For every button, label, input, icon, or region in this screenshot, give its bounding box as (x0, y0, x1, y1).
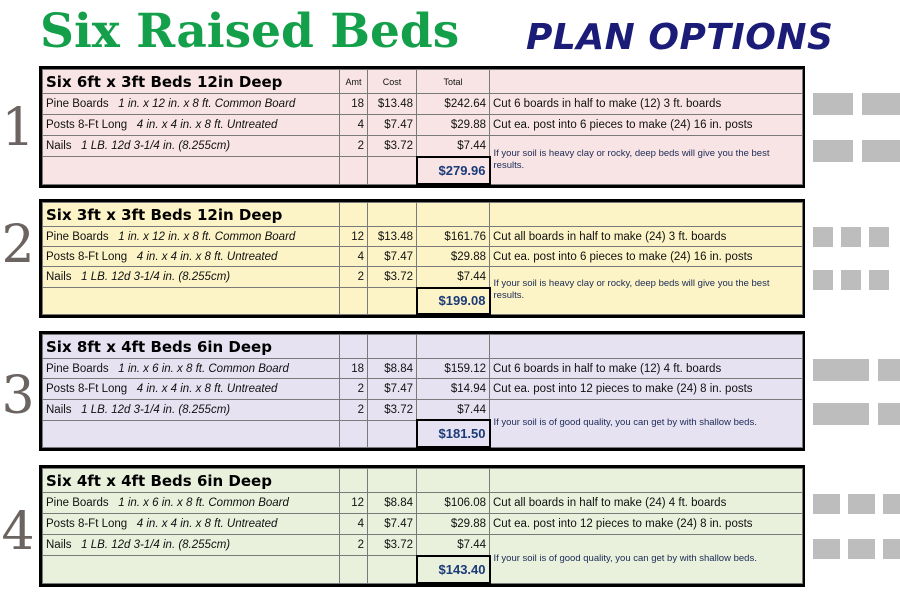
cost-cell: $3.72 (368, 267, 417, 288)
item-cell (43, 379, 340, 399)
item-spec: 1 LB. 12d 3-1/4 in. (8.255cm) (81, 538, 231, 551)
cost-cell: $7.47 (368, 379, 417, 399)
cost-cell: $8.84 (368, 359, 417, 379)
plan-heading: Six 8ft x 4ft Beds 6in Deep (43, 335, 340, 359)
table-row (43, 513, 803, 534)
plan-heading: Six 3ft x 3ft Beds 12in Deep (43, 203, 340, 227)
cost-cell: $3.72 (368, 135, 417, 157)
amt-cell: 4 (340, 513, 368, 534)
cost-cell: $3.72 (368, 534, 417, 556)
item-cell (43, 359, 340, 379)
cost-cell: $7.47 (368, 513, 417, 534)
total-cell: $7.44 (417, 267, 490, 288)
item-name: Nails (46, 271, 72, 284)
table-row (43, 399, 803, 420)
item-cell (43, 513, 340, 534)
cost-cell: $3.72 (368, 399, 417, 420)
plan-table-1 (39, 66, 805, 188)
amt-cell: 12 (340, 493, 368, 514)
amt-cell: 12 (340, 227, 368, 247)
note-cell: Cut ea. post into 12 pieces to make (24) 8 in. posts (490, 379, 803, 399)
item-cell (43, 94, 340, 115)
item-spec: 4 in. x 4 in. x 8 ft. Untreated (136, 383, 278, 396)
note-cell: Cut 6 boards in half to make (12) 3 ft. boards (490, 94, 803, 115)
advice-note: If your soil is heavy clay or rocky, deep beds will give you the best results. (490, 135, 803, 184)
total-cell: $161.76 (417, 227, 490, 247)
total-cell: $29.88 (417, 247, 490, 267)
item-spec: 1 LB. 12d 3-1/4 in. (8.255cm) (81, 403, 231, 416)
total-cell: $159.12 (417, 359, 490, 379)
amt-cell: 18 (340, 359, 368, 379)
plan-table-3 (39, 331, 805, 451)
plan-heading: Six 6ft x 3ft Beds 12in Deep (43, 70, 340, 94)
grand-total: $199.08 (417, 288, 490, 314)
column-header-cost: Cost (368, 70, 417, 94)
plan-heading: Six 4ft x 4ft Beds 6in Deep (43, 469, 340, 493)
table-row (43, 227, 803, 247)
plan-table-4 (39, 465, 805, 587)
item-cell (43, 114, 340, 135)
table-row (43, 135, 803, 157)
plan-number-4: 4 (1, 502, 35, 562)
item-name: Posts 8-Ft Long (46, 517, 128, 530)
item-spec: 1 in. x 6 in. x 8 ft. Common Board (118, 362, 289, 375)
amt-cell: 2 (340, 399, 368, 420)
item-cell (43, 135, 340, 157)
amt-cell: 4 (340, 247, 368, 267)
amt-cell: 2 (340, 135, 368, 157)
page-subtitle: PLAN OPTIONS (526, 17, 834, 58)
item-cell (43, 247, 340, 267)
note-cell: Cut ea. post into 6 pieces to make (24) 16 in. posts (490, 247, 803, 267)
amt-cell: 2 (340, 267, 368, 288)
column-header-amt: Amt (340, 70, 368, 94)
cost-cell: $7.47 (368, 114, 417, 135)
item-spec: 4 in. x 4 in. x 8 ft. Untreated (136, 517, 278, 530)
note-cell: Cut ea. post into 6 pieces to make (24) 16 in. posts (490, 114, 803, 135)
table-row (43, 359, 803, 379)
amt-cell: 18 (340, 94, 368, 115)
column-header-total: Total (417, 70, 490, 94)
item-name: Nails (46, 538, 72, 551)
cost-cell: $7.47 (368, 247, 417, 267)
item-cell (43, 493, 340, 514)
advice-note: If your soil is of good quality, you can get by with shallow beds. (490, 534, 803, 583)
total-cell: $29.88 (417, 114, 490, 135)
amt-cell: 2 (340, 534, 368, 556)
plan-table-2 (39, 199, 805, 318)
item-cell (43, 227, 340, 247)
total-cell: $7.44 (417, 399, 490, 420)
total-cell: $242.64 (417, 94, 490, 115)
item-spec: 1 LB. 12d 3-1/4 in. (8.255cm) (81, 139, 231, 152)
item-name: Nails (46, 139, 72, 152)
table-row (43, 114, 803, 135)
amt-cell: 4 (340, 114, 368, 135)
total-cell: $7.44 (417, 534, 490, 556)
table-row (43, 379, 803, 399)
plan-number-3: 3 (1, 366, 35, 426)
item-spec: 4 in. x 4 in. x 8 ft. Untreated (136, 118, 278, 131)
item-spec: 1 in. x 12 in. x 8 ft. Common Board (118, 97, 296, 110)
total-cell: $7.44 (417, 135, 490, 157)
item-name: Pine Boards (46, 97, 109, 110)
total-cell: $29.88 (417, 513, 490, 534)
note-cell: Cut all boards in half to make (24) 4 ft. boards (490, 493, 803, 514)
item-spec: 4 in. x 4 in. x 8 ft. Untreated (136, 250, 278, 263)
cost-cell: $8.84 (368, 493, 417, 514)
cost-cell: $13.48 (368, 227, 417, 247)
table-row (43, 94, 803, 115)
item-name: Pine Boards (46, 496, 109, 509)
item-name: Nails (46, 403, 72, 416)
note-cell: Cut all boards in half to make (24) 3 ft. boards (490, 227, 803, 247)
table-row (43, 247, 803, 267)
plan-number-2: 2 (1, 215, 35, 275)
advice-note: If your soil is of good quality, you can get by with shallow beds. (490, 399, 803, 447)
item-spec: 1 in. x 12 in. x 8 ft. Common Board (118, 230, 296, 243)
total-cell: $14.94 (417, 379, 490, 399)
advice-note: If your soil is heavy clay or rocky, deep beds will give you the best results. (490, 267, 803, 314)
page-title: Six Raised Beds (40, 4, 460, 59)
grand-total: $181.50 (417, 420, 490, 447)
item-name: Posts 8-Ft Long (46, 118, 128, 131)
note-cell: Cut 6 boards in half to make (12) 4 ft. boards (490, 359, 803, 379)
item-name: Posts 8-Ft Long (46, 250, 128, 263)
plan-number-1: 1 (1, 98, 35, 158)
item-cell (43, 534, 340, 556)
grand-total: $143.40 (417, 556, 490, 583)
note-cell: Cut ea. post into 12 pieces to make (24) 8 in. posts (490, 513, 803, 534)
item-spec: 1 LB. 12d 3-1/4 in. (8.255cm) (81, 271, 231, 284)
item-name: Pine Boards (46, 230, 109, 243)
total-cell: $106.08 (417, 493, 490, 514)
table-row (43, 267, 803, 288)
item-cell (43, 267, 340, 288)
item-cell (43, 399, 340, 420)
item-name: Posts 8-Ft Long (46, 383, 128, 396)
amt-cell: 2 (340, 379, 368, 399)
cost-cell: $13.48 (368, 94, 417, 115)
table-row (43, 534, 803, 556)
item-name: Pine Boards (46, 362, 109, 375)
table-row (43, 493, 803, 514)
grand-total: $279.96 (417, 157, 490, 184)
item-spec: 1 in. x 6 in. x 8 ft. Common Board (118, 496, 289, 509)
